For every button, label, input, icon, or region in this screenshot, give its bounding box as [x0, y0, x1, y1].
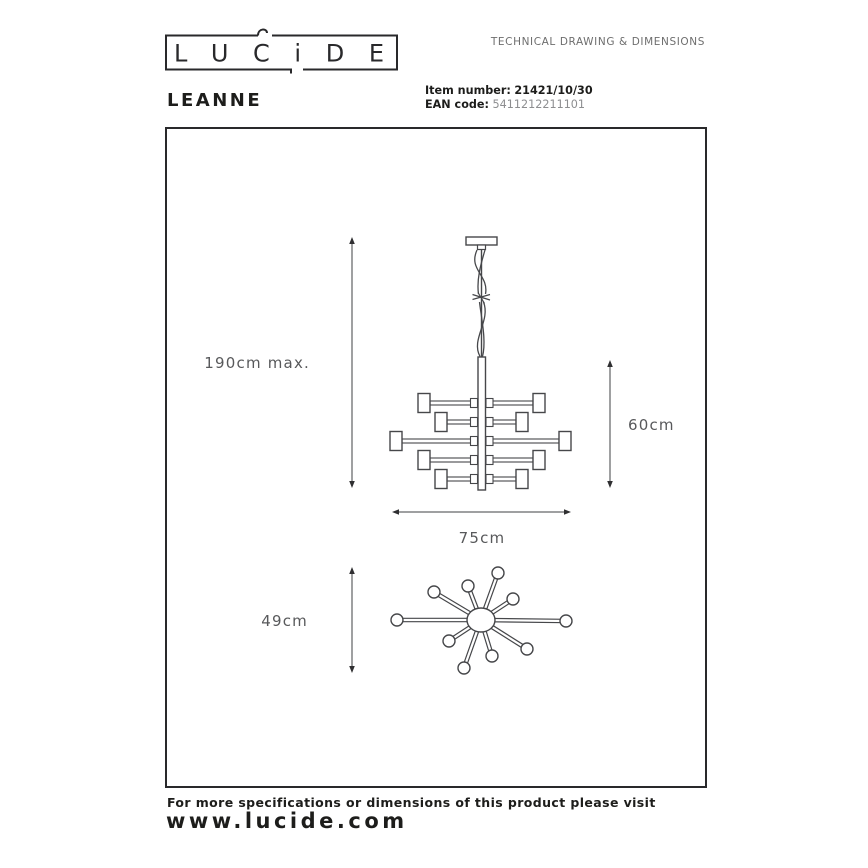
product-meta	[425, 84, 593, 112]
logo-text: LUCiDE	[174, 39, 384, 68]
pendant-side-view	[390, 237, 571, 490]
item-number-row	[425, 84, 593, 98]
brand-logo	[166, 30, 397, 74]
dim-height-max-label: 190cm max.	[204, 354, 310, 372]
ceiling-canopy	[466, 237, 497, 245]
dim-fixture-height-label: 60cm	[628, 416, 675, 434]
ean-value: 5411212211101	[492, 98, 586, 111]
pendant-top-view	[391, 567, 572, 674]
central-tube	[478, 357, 486, 490]
footer-note: For more specifications or dimensions of this product please visit	[167, 795, 656, 810]
product-name: LEANNE	[167, 90, 263, 111]
item-number-value: 21421/10/30	[514, 84, 593, 97]
ean-row	[425, 98, 593, 112]
footer-website: www.lucide.com	[166, 809, 408, 833]
ean-label: EAN code:	[425, 98, 489, 111]
top-view-hub	[467, 608, 495, 632]
dim-width-label: 75cm	[458, 529, 506, 547]
canopy-stub	[478, 245, 486, 250]
document-title: TECHNICAL DRAWING & DIMENSIONS	[490, 36, 705, 48]
logo-hook-icon	[258, 30, 267, 36]
dim-top-diameter-label: 49cm	[261, 612, 308, 630]
item-number-label: Item number:	[425, 84, 511, 97]
